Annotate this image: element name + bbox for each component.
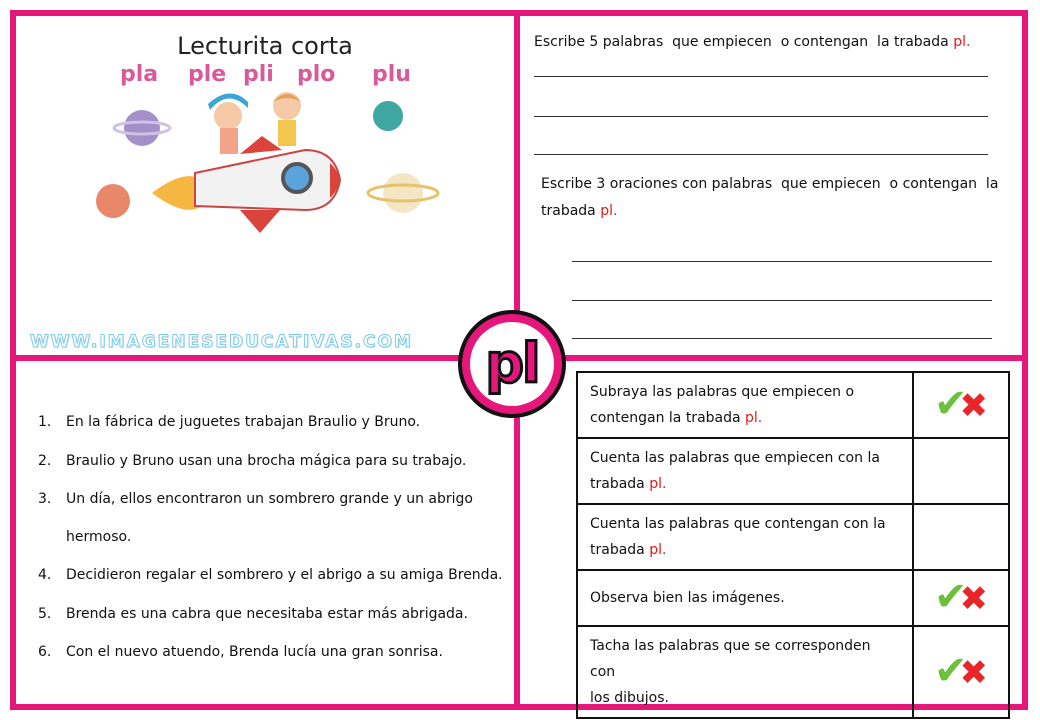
lecturita-title: Lecturita corta xyxy=(177,32,353,60)
planet-orange-icon xyxy=(96,184,130,218)
task-table xyxy=(576,371,1010,719)
write-sentences-line1: Escribe 3 oraciones con palabras que empiecen o contengan la xyxy=(541,176,999,192)
website-watermark: WWW.IMAGENESEDUCATIVAS.COM xyxy=(30,332,413,352)
write-sentences-line2 xyxy=(541,203,617,219)
item-number: 4. xyxy=(38,567,52,583)
answer-cell[interactable] xyxy=(913,438,1009,504)
write-words-highlight: pl. xyxy=(953,34,971,50)
item-text: Con el nuevo atuendo, Brenda lucía una gran sonrisa. xyxy=(66,644,443,660)
planet-purple-icon xyxy=(124,110,160,146)
sentence-line[interactable] xyxy=(572,261,992,262)
task-cell xyxy=(577,372,913,438)
task-row xyxy=(577,372,1009,438)
syllable-pla: pla xyxy=(120,62,159,87)
write-line[interactable] xyxy=(534,116,988,117)
item-number: 6. xyxy=(38,644,52,660)
task-text: Cuenta las palabras que empiecen con la xyxy=(590,450,880,466)
rocket-window-icon xyxy=(283,164,311,192)
check-icon: ✔ xyxy=(933,574,968,620)
syllable-ple: ple xyxy=(188,62,227,87)
sentence-line[interactable] xyxy=(572,338,992,339)
task-text: Observa bien las imágenes. xyxy=(590,590,785,606)
task-cell xyxy=(577,626,913,718)
task-row xyxy=(577,438,1009,504)
item-number: 2. xyxy=(38,453,52,469)
mark-cell[interactable] xyxy=(913,372,1009,438)
item-text: Braulio y Bruno usan una brocha mágica para su trabajo. xyxy=(66,453,467,469)
sentence-line[interactable] xyxy=(572,300,992,301)
cross-icon: ✖ xyxy=(959,653,988,693)
badge-inner xyxy=(470,322,554,406)
task-text: los dibujos. xyxy=(590,690,669,706)
task-cell xyxy=(577,570,913,626)
item-text: Brenda es una cabra que necesitaba estar más abrigada. xyxy=(66,606,468,622)
item-text: Un día, ellos encontraron un sombrero grande y un abrigo xyxy=(66,491,473,507)
task-highlight: pl. xyxy=(649,476,667,492)
task-row xyxy=(577,504,1009,570)
mark-cell[interactable] xyxy=(913,570,1009,626)
check-icon: ✔ xyxy=(933,648,968,694)
task-text: Tacha las palabras que se corresponden con xyxy=(590,638,871,680)
item-text: En la fábrica de juguetes trabajan Braulio y Bruno. xyxy=(66,414,421,430)
syllable-plu: plu xyxy=(372,62,411,87)
syllable-plo: plo xyxy=(297,62,336,87)
task-row xyxy=(577,570,1009,626)
task-text: trabada xyxy=(590,476,650,492)
item-number: 5. xyxy=(38,606,52,622)
girl-icon xyxy=(214,102,242,130)
badge-text: pl xyxy=(485,332,539,395)
write-words-prompt xyxy=(534,34,970,50)
task-cell xyxy=(577,438,913,504)
planet-yellow-icon xyxy=(383,173,423,213)
task-highlight: pl. xyxy=(649,542,667,558)
planet-teal-icon xyxy=(373,101,403,131)
cross-icon: ✖ xyxy=(959,579,988,619)
item-number: 1. xyxy=(38,414,52,430)
rocket-illustration xyxy=(90,88,450,238)
write-sentences-text: trabada xyxy=(541,203,601,219)
write-words-text: Escribe 5 palabras que empiecen o contengan la trabada xyxy=(534,34,954,50)
task-highlight: pl. xyxy=(745,410,763,426)
cross-icon: ✖ xyxy=(959,386,988,426)
write-line[interactable] xyxy=(534,76,988,77)
write-line[interactable] xyxy=(534,154,988,155)
task-text: Subraya las palabras que empiecen o xyxy=(590,384,855,400)
task-text: Cuenta las palabras que contengan con la xyxy=(590,516,886,532)
rocket-body-icon xyxy=(195,150,340,210)
write-sentences-highlight: pl. xyxy=(600,203,618,219)
mark-cell[interactable] xyxy=(913,626,1009,718)
task-text: trabada xyxy=(590,542,650,558)
item-text: hermoso. xyxy=(66,529,132,545)
trabada-badge xyxy=(458,310,566,418)
item-number: 3. xyxy=(38,491,52,507)
syllable-pli: pli xyxy=(243,62,274,87)
answer-cell[interactable] xyxy=(913,504,1009,570)
task-text: contengan la trabada xyxy=(590,410,746,426)
item-text: Decidieron regalar el sombrero y el abrigo a su amiga Brenda. xyxy=(66,567,503,583)
task-row xyxy=(577,626,1009,718)
task-cell xyxy=(577,504,913,570)
check-icon: ✔ xyxy=(933,381,968,427)
